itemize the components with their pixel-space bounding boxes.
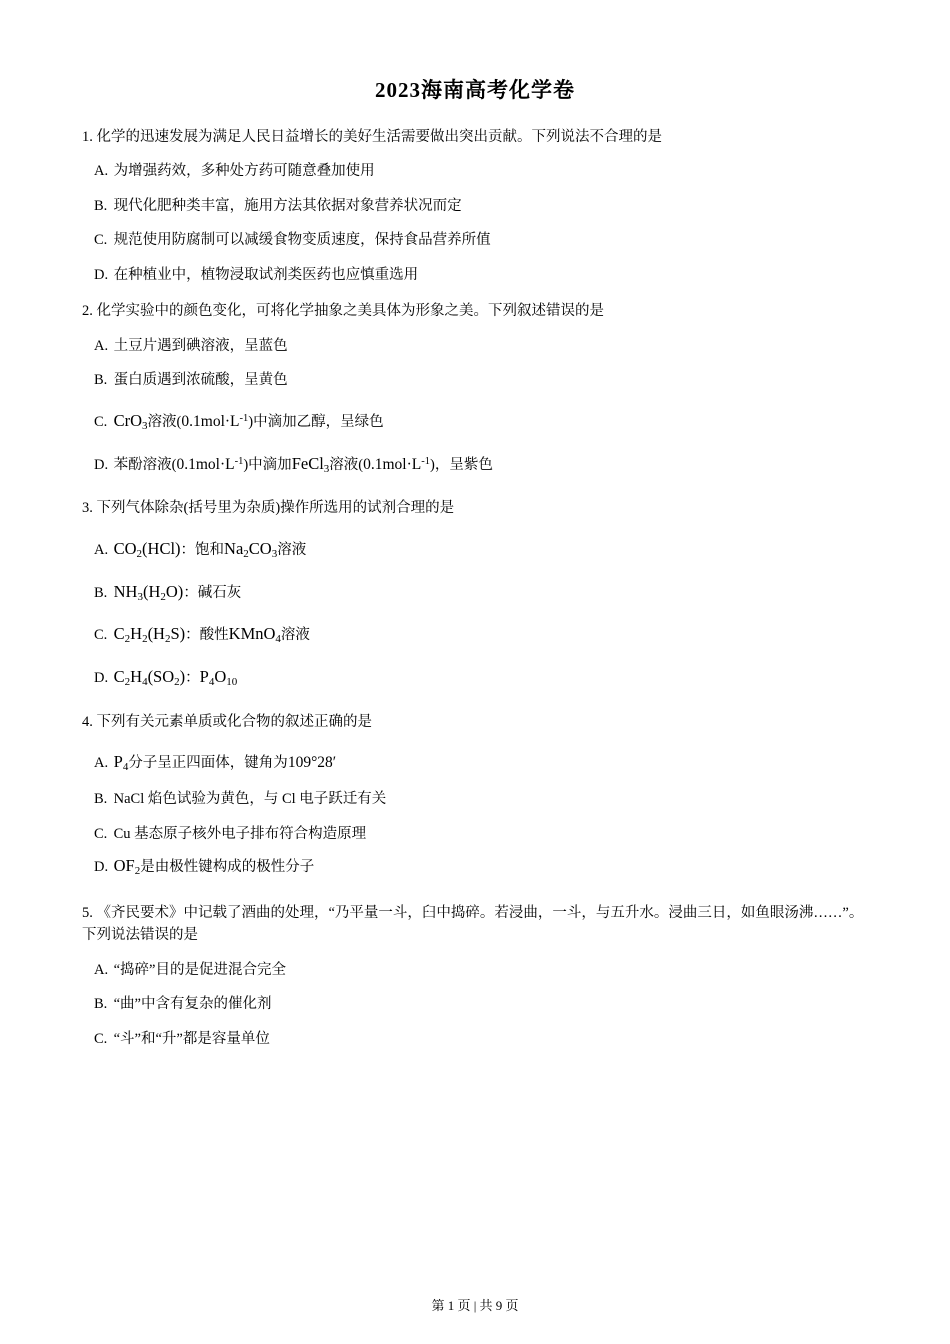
option-label: A.	[94, 755, 109, 772]
option-text: “斗”和“升”都是容量单位	[113, 1030, 270, 1047]
formula-of2: $OF_2$	[113, 856, 141, 877]
option-text-fragment: 溶液(	[329, 456, 364, 473]
question-2-option-a	[94, 335, 868, 357]
option-text: NaCl 焰色试验为黄色，与 Cl 电子跃迁有关	[113, 791, 387, 808]
question-3-option-c	[94, 621, 868, 648]
question-3-stem	[82, 497, 868, 519]
concentration-value: $0.1mol\cdot L^{-1}$	[363, 455, 430, 473]
option-text: “捣碎”目的是促进混合完全	[113, 961, 286, 978]
question-4-option-c	[94, 823, 868, 845]
option-label: C.	[94, 413, 108, 430]
page-title: 2023海南高考化学卷	[375, 78, 575, 102]
question-5-number: 5.	[82, 905, 93, 921]
question-1-option-a	[94, 160, 868, 182]
question-1-option-c	[94, 229, 868, 251]
option-label: C.	[94, 627, 108, 644]
option-label: B.	[94, 197, 108, 214]
option-label: B.	[94, 372, 108, 389]
option-label: C.	[94, 232, 108, 249]
bond-angle-value: 109°28′	[287, 754, 337, 772]
option-label: A.	[94, 961, 109, 978]
question-4-option-b	[94, 788, 868, 810]
question-1	[82, 126, 868, 286]
concentration-value: $0.1mol\cdot L^{-1}$	[176, 455, 244, 473]
option-label: A.	[94, 337, 109, 354]
question-4-option-a	[94, 749, 868, 776]
question-4-number: 4.	[82, 714, 93, 730]
question-5-stem	[82, 902, 868, 947]
option-text: 为增强药效，多种处方药可随意叠加使用	[113, 163, 375, 180]
question-1-number: 1.	[82, 129, 93, 145]
question-4-stem	[82, 711, 868, 733]
option-text: 蛋白质遇到浓硫酸，呈黄色	[113, 372, 288, 389]
option-label: A.	[94, 541, 109, 558]
option-label: B.	[94, 791, 108, 808]
formula-c2h2-h2s: $C_2H_2(H_2S)$	[113, 624, 186, 646]
option-text-fragment: 溶液(	[147, 413, 182, 430]
question-4-option-d	[94, 853, 868, 880]
question-2-option-c	[94, 408, 868, 435]
question-2-option-d	[94, 451, 868, 478]
option-text-fragment: ：饱和	[180, 541, 225, 558]
question-3-option-d	[94, 664, 868, 691]
question-5-option-b	[94, 993, 868, 1015]
question-5-option-c	[94, 1028, 868, 1050]
option-label: B.	[94, 996, 108, 1013]
formula-na2co3: $Na_2CO_3$	[224, 538, 278, 560]
question-1-option-d	[94, 264, 868, 286]
question-1-option-b	[94, 195, 868, 217]
option-text: 现代化肥种类丰富，施用方法其依据对象营养状况而定	[113, 197, 462, 214]
formula-kmno4: KMnO$_4$	[228, 624, 281, 646]
option-text-fragment: )，呈紫色	[430, 456, 493, 473]
formula-nh3-h2o: $NH_3(H_2O)$	[113, 581, 184, 603]
question-2-stem	[82, 300, 868, 322]
option-text-fragment: )中滴加	[243, 456, 292, 473]
option-label: D.	[94, 456, 109, 473]
question-3-text: 下列气体除杂(括号里为杂质)操作所选用的试剂合理的是	[96, 500, 455, 517]
option-label: A.	[94, 163, 109, 180]
option-label: C.	[94, 825, 108, 842]
option-text-fragment: 溶液	[277, 541, 307, 558]
option-text-fragment: ：	[185, 670, 200, 687]
option-text-fragment: 分子呈正四面体，键角为	[128, 755, 288, 772]
question-3-option-a	[94, 536, 868, 563]
question-2	[82, 300, 868, 477]
question-3	[82, 497, 868, 691]
option-text: 在种植业中，植物浸取试剂类医药也应慎重选用	[113, 266, 419, 283]
question-3-number: 3.	[82, 500, 93, 517]
formula-p4o10: $P_4O_{10}$	[199, 667, 238, 688]
question-1-text: 化学的迅速发展为满足人民日益增长的美好生活需要做出突出贡献。下列说法不合理的是	[96, 129, 662, 145]
question-4-text: 下列有关元素单质或化合物的叙述正确的是	[96, 714, 372, 730]
option-text: “曲”中含有复杂的催化剂	[113, 996, 272, 1013]
option-text-fragment: 溶液	[280, 627, 310, 644]
option-text-fragment: 苯酚溶液(	[113, 456, 177, 473]
formula-p4: $P_4$	[113, 752, 129, 774]
option-label: B.	[94, 584, 108, 601]
question-2-number: 2.	[82, 303, 93, 320]
question-5	[82, 902, 868, 1050]
page-footer: 第 1 页 | 共 9 页	[431, 1298, 519, 1313]
question-5-option-a	[94, 959, 868, 981]
option-label: C.	[94, 1030, 108, 1047]
option-text-fragment: ：碱石灰	[183, 584, 242, 601]
question-1-stem	[82, 126, 868, 148]
option-label: D.	[94, 266, 109, 283]
option-label: D.	[94, 859, 109, 876]
formula-cro3: CrO$_3$	[113, 410, 148, 432]
option-text-fragment: )中滴加乙醇，呈绿色	[248, 413, 384, 430]
question-3-option-b	[94, 579, 868, 606]
question-5-text: 《齐民要术》中记载了酒曲的处理，“乃平量一斗，臼中捣碎。若浸曲，一斗，与五升水。浸曲三日，如鱼眼汤沸……”。下列说法错误的是	[82, 905, 864, 944]
option-text-fragment: ：酸性	[185, 627, 229, 644]
concentration-value: $0.1mol\cdot L^{-1}$	[181, 412, 249, 430]
formula-co2-hcl: $CO_2(HCl)$	[113, 538, 181, 560]
formula-fecl3: FeCl$_3$	[291, 453, 330, 475]
option-text: 土豆片遇到碘溶液，呈蓝色	[113, 337, 288, 354]
question-2-option-b	[94, 369, 868, 391]
question-2-text: 化学实验中的颜色变化，可将化学抽象之美具体为形象之美。下列叙述错误的是	[96, 303, 604, 320]
formula-c2h4-so2: $C_2H_4(SO_2)$	[113, 667, 186, 688]
option-text: 规范使用防腐制可以减缓食物变质速度，保持食品营养所值	[113, 232, 491, 249]
option-text: Cu 基态原子核外电子排布符合构造原理	[113, 825, 367, 842]
question-4	[82, 711, 868, 880]
option-label: D.	[94, 670, 109, 687]
option-text-fragment: 是由极性键构成的极性分子	[140, 859, 315, 876]
